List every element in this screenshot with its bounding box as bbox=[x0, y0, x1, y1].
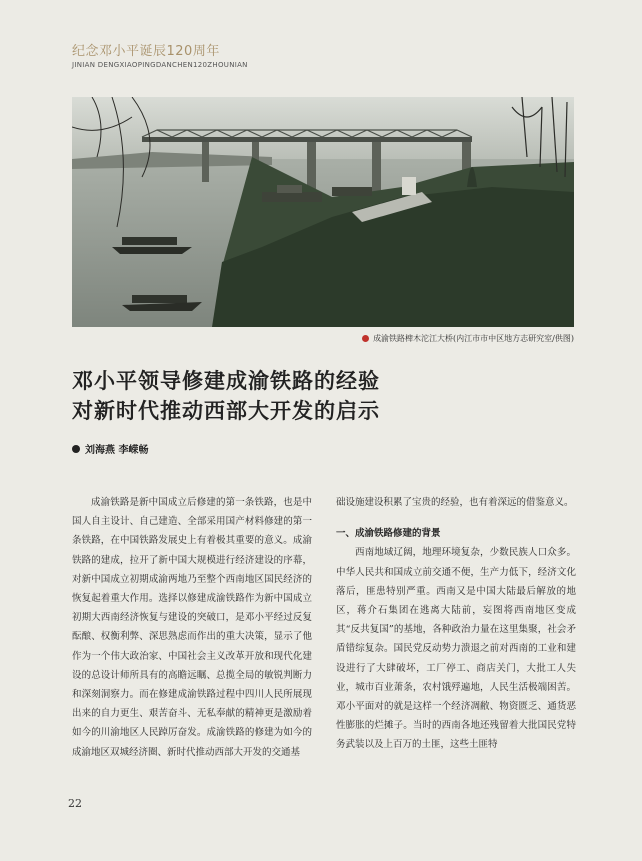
paragraph-1-part-a: 成渝铁路是新中国成立后修建的第一条铁路，也是中国人自主设计、自己建造、全部采用国产材料修建的第一条铁路，在中国铁路发展史上有着极其重要的意义。成渝铁路的建成，拉开了新中国大规模进行经济建设的序幕，对新中国成立初期成渝两地乃至整个西南地区国民经济的恢复起着重大作用。选择以修建成渝铁路作为新中国成立初期大西南经济恢复与建设的突破口，是邓小平经过反复酝酿、权衡利弊、深思熟虑而作出的重大决策，显示了他作为一个伟大政治家、中国社会主义改革开放和现代化建设的总设计师所具有的高瞻远瞩、总揽全局的敏锐判断力和深刻洞察力。而在修建成渝铁路过程中四川人民所展现出来的自力更生、艰苦奋斗、无私奉献的精神更是激励着如今的川渝地区人民踔厉奋发。成渝铁路的修建为如今的成渝地区双城经济圈、新时代推动西部大开发的交通基 bbox=[72, 497, 312, 758]
page-number: 22 bbox=[68, 797, 82, 810]
bridge-photo bbox=[72, 97, 574, 327]
photo-caption bbox=[362, 333, 574, 344]
paragraph-1-part-b: 础设施建设积累了宝贵的经验，也有着深远的借鉴意义。 bbox=[336, 497, 574, 508]
column-left bbox=[72, 493, 312, 762]
header-title-en: JINIAN DENGXIAOPINGDANCHEN120ZHOUNIAN bbox=[72, 61, 248, 69]
section-heading: 一、成渝铁路修建的背景 bbox=[336, 528, 441, 540]
title-line-2: 对新时代推动西部大开发的启示 bbox=[72, 399, 380, 423]
authors-text: 刘海燕 李嵘畅 bbox=[85, 445, 149, 456]
article-authors bbox=[72, 441, 148, 456]
running-header bbox=[72, 40, 248, 69]
caption-bullet-icon bbox=[362, 335, 369, 342]
paragraph-2: 西南地域辽阔，地理环境复杂，少数民族人口众多。中华人民共和国成立前交通不便，生产力低下，经济文化落后，匪患特别严重。西南又是中国大陆最后解放的地区，蒋介石集团在逃离大陆前，妄图将西南地区变成其“反共复国”的基地，各种政治力量在这里集聚，社会矛盾错综复杂。国民党反动势力溃退之前对西南的工业和建设进行了大肆破坏，工厂停工、商店关门，大批工人失业，城市百业萧条，农村饿殍遍地，人民生活极端困苦。邓小平面对的就是这样一个经济凋敝、物资匮乏、通货恶性膨胀的烂摊子。当时的西南各地还残留着大批国民党特务武装以及上百万的土匪，这些土匪特 bbox=[336, 547, 576, 751]
caption-text: 成渝铁路椑木沱江大桥(内江市市中区地方志研究室/供图) bbox=[373, 334, 574, 343]
column-right bbox=[336, 493, 576, 755]
article-title bbox=[72, 366, 592, 426]
title-line-1: 邓小平领导修建成渝铁路的经验 bbox=[72, 369, 380, 393]
header-title-cn: 纪念邓小平诞辰120周年 bbox=[72, 44, 220, 59]
author-bullet-icon bbox=[72, 445, 80, 453]
